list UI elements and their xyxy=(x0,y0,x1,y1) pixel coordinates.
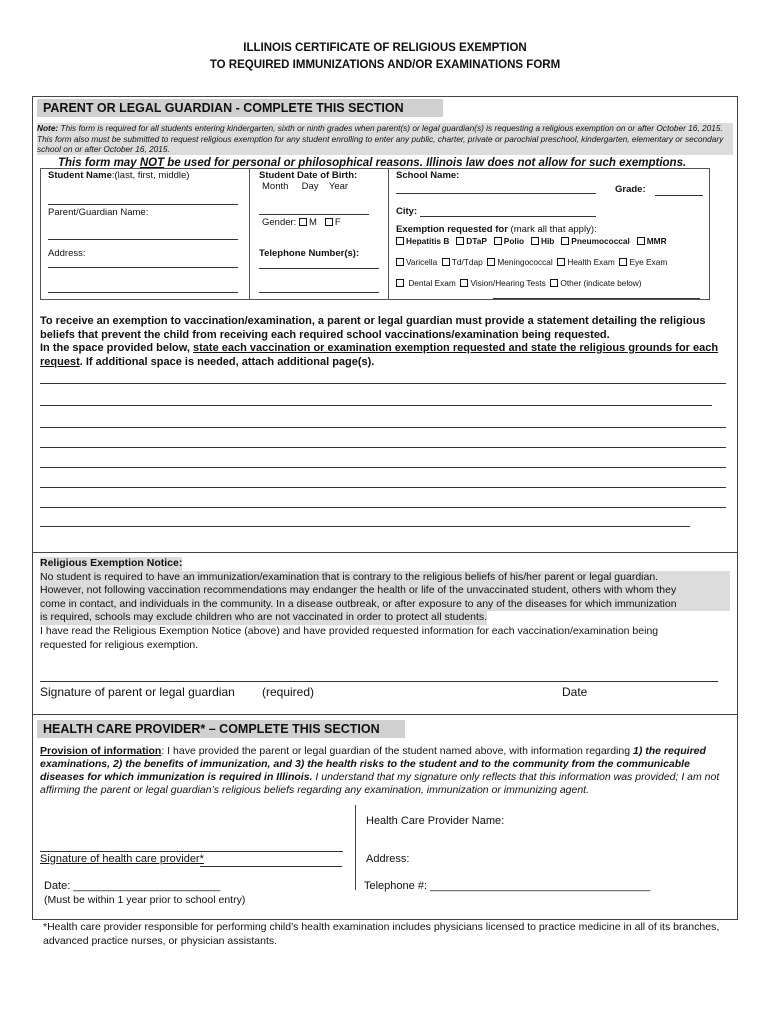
address-field-2[interactable] xyxy=(48,292,238,293)
exempt-checkbox[interactable] xyxy=(487,258,495,266)
provider-phone[interactable]: Telephone #: ____________________________________ xyxy=(364,880,651,892)
exempt-checkbox[interactable] xyxy=(531,237,539,245)
statement-line[interactable] xyxy=(40,507,726,508)
address-field-1[interactable] xyxy=(48,267,238,268)
statement-line[interactable] xyxy=(40,467,726,468)
form-title-line1: ILLINOIS CERTIFICATE OF RELIGIOUS EXEMPTION xyxy=(243,42,527,54)
provider-address-label: Address: xyxy=(366,853,410,865)
city-field[interactable] xyxy=(420,216,596,217)
dob-parts: Month Day Year xyxy=(262,181,349,192)
notice-heading: Religious Exemption Notice: xyxy=(40,557,183,569)
school-name-field[interactable] xyxy=(396,193,596,194)
gender-f-checkbox[interactable] xyxy=(325,218,333,226)
city-label: City: xyxy=(396,206,418,217)
provider-signature-line[interactable] xyxy=(200,866,342,867)
exempt-checkbox[interactable] xyxy=(561,237,569,245)
footnote: *Health care provider responsible for performing child’s health examination includes physicians licensed to practice medicine in all of its branches, advanced practice nurses, or physician assistants. xyxy=(43,921,720,947)
parent-signature-label: Signature of parent or legal guardian xyxy=(40,685,235,699)
required-label: (required) xyxy=(262,685,315,699)
dob-field[interactable] xyxy=(259,214,369,215)
provider-signature-line-top[interactable] xyxy=(40,851,343,852)
form-title-line2: TO REQUIRED IMMUNIZATIONS AND/OR EXAMINATIONS FORM xyxy=(209,59,561,71)
gender-m-checkbox[interactable] xyxy=(299,218,307,226)
exempt-checkbox[interactable] xyxy=(550,279,558,287)
note-text: Note: This form is required for all students entering kindergarten, sixth or ninth grades when parent(s) or legal guardian(s) is requesting a religious exemption on or after October 16, 2015. This form also must be submitted to request religious exemption for any student enrolling to enter any public, charter, private or parochial preschool, kindergarten, elementary or secondary school on or after October 16, 2015. xyxy=(37,123,733,155)
guardian-name-label: Parent/Guardian Name: xyxy=(48,207,149,218)
dob-label: Student Date of Birth: xyxy=(259,170,358,181)
other-exemption-field[interactable] xyxy=(493,298,700,299)
statement-line[interactable] xyxy=(40,526,690,527)
exempt-checkbox[interactable] xyxy=(619,258,627,266)
guardian-name-field[interactable] xyxy=(48,239,238,240)
section-divider xyxy=(32,714,738,715)
warning-text: This form may NOT be used for personal or philosophical reasons. Illinois law does not allow for such exemptions. xyxy=(58,157,687,169)
parent-section-heading: PARENT OR LEGAL GUARDIAN - COMPLETE THIS SECTION xyxy=(37,99,443,117)
statement-line[interactable] xyxy=(40,427,726,428)
statement-line[interactable] xyxy=(40,447,726,448)
address-label: Address: xyxy=(48,248,86,259)
exempt-checkbox[interactable] xyxy=(396,279,404,287)
parent-signature-line[interactable] xyxy=(40,681,718,682)
exempt-checkbox[interactable] xyxy=(494,237,502,245)
phone-label: Telephone Number(s): xyxy=(259,248,360,259)
within-year-note: (Must be within 1 year prior to school entry) xyxy=(44,894,246,906)
grade-field[interactable] xyxy=(655,195,703,196)
provision-text: Provision of information: I have provided the parent or legal guardian of the student named above, with information regarding 1) the required examinations, 2) the benefits of immunization, and 3) the health risks to the student and to the community from the communicable diseases for which immunization is required in Illinois. I understand that my signature only reflects that this information was provided; I am not affirming the parent or legal guardian’s religious beliefs regarding any examination, immunization or immunizing agent. xyxy=(40,745,720,796)
parent-date-label: Date xyxy=(562,685,588,699)
section-divider xyxy=(32,552,738,553)
provider-section-heading: HEALTH CARE PROVIDER* – COMPLETE THIS SECTION xyxy=(37,720,405,738)
exemption-row-2: Varicella Td/Tdap Meningococcal Health Exam Eye Exam xyxy=(396,257,667,267)
exempt-checkbox[interactable] xyxy=(442,258,450,266)
statement-line[interactable] xyxy=(40,405,712,406)
provider-name-label: Health Care Provider Name: xyxy=(366,815,505,827)
student-name-label: Student Name:(last, first, middle) xyxy=(48,170,190,181)
exempt-checkbox[interactable] xyxy=(637,237,645,245)
exemption-row-1: Hepatitis B DTaP Polio Hib Pneumococcal MMR xyxy=(396,236,667,246)
school-name-label: School Name: xyxy=(396,170,460,181)
exempt-checkbox[interactable] xyxy=(456,237,464,245)
student-name-field[interactable] xyxy=(48,204,238,205)
grid-divider xyxy=(388,168,389,300)
exempt-checkbox[interactable] xyxy=(396,237,404,245)
exempt-checkbox[interactable] xyxy=(460,279,468,287)
phone-field-1[interactable] xyxy=(259,268,379,269)
provider-signature-label: Signature of health care provider* xyxy=(40,853,204,865)
provider-divider xyxy=(355,805,356,890)
grade-label: Grade: xyxy=(615,184,646,195)
gender-row: Gender: M F xyxy=(262,217,341,228)
grid-divider xyxy=(249,168,250,300)
exemption-row-3: Dental Exam Vision/Hearing Tests Other (indicate below) xyxy=(396,278,642,288)
statement-line[interactable] xyxy=(40,383,726,384)
exemption-label: Exemption requested for (mark all that apply): xyxy=(396,224,597,235)
exempt-checkbox[interactable] xyxy=(396,258,404,266)
instructions: To receive an exemption to vaccination/examination, a parent or legal guardian must provide a statement detailing the religious beliefs that prevent the child from receiving each required school vaccinations/examination being requested. In the space provided below, state each vaccination or examination exemption requested and state the religious grounds for each request. If additional space is needed, attach additional page(s). xyxy=(40,315,719,368)
provider-date[interactable]: Date: ________________________ xyxy=(44,880,221,892)
phone-field-2[interactable] xyxy=(259,292,379,293)
exempt-checkbox[interactable] xyxy=(557,258,565,266)
religious-notice: Religious Exemption Notice: No student is required to have an immunization/examination that is contrary to the religious beliefs of his/her parent or legal guardian. However, not following vaccination recommendations may endanger the health or life of the unvaccinated student, others with whom they come in contact, and individuals in the community. In a disease outbreak, or after exposure to any of the diseases for which immunization is required, schools may exclude children who are not vaccinated in order to protect all students. I have read the Religious Exemption Notice (above) and have provided requested information for each vaccination/examination being requested for religious exemption. xyxy=(40,557,730,652)
statement-line[interactable] xyxy=(40,487,726,488)
